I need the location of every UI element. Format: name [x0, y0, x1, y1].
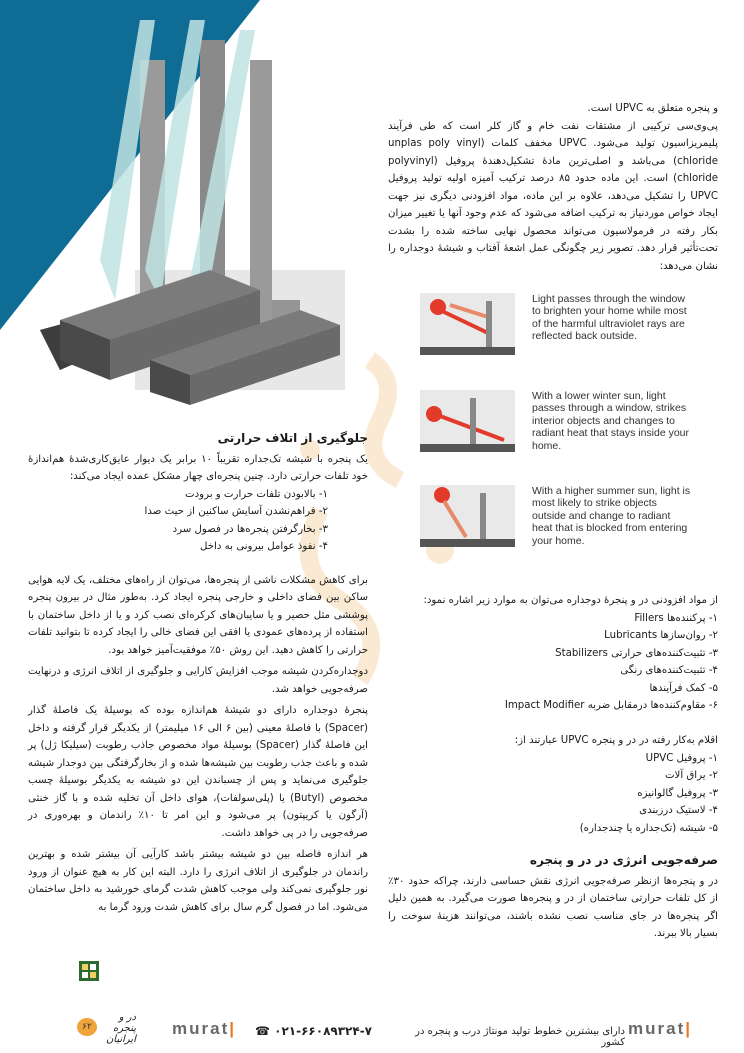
heat-loss-paragraph-4: هر اندازه فاصله بین دو شیشه بیشتر باشد کارآیی آن بیشتر شده و بهترین راندمان در جلوگیری از اتلاف انرژی را دارد. البته این کار به هیچ عنوان از ورود نور جلوگیری نمی‌کند ولی موجب کاهش شدت گرمای خورشید به داخل ساختمان می‌شود. اما در فصول گرم سال برای کاهش شدت ورود گرما به	[28, 849, 368, 913]
heat-loss-paragraph-2: دوجداره‌کردن شیشه موجب افزایش کارایی و جلوگیری از اتلاف انرژی و درنهایت صرفه‌جویی خواهد شد.	[28, 666, 368, 695]
list-item: ۴- لاستیک درزبندی	[639, 805, 718, 816]
list-item: ۳- تثبیت‌کننده‌های حرارتی Stabilizers	[555, 647, 718, 659]
list-item: ۴- تثبیت‌کننده‌های رنگی	[620, 665, 718, 676]
heat-loss-problems-list	[28, 486, 368, 556]
energy-section	[388, 852, 718, 943]
additives-intro: از مواد افزودنی در و پنجرهٔ دوجداره می‌توان به موارد زیر اشاره نمود:	[423, 595, 718, 606]
components-list	[388, 750, 718, 838]
sun-diagram-1-icon	[420, 293, 515, 355]
energy-text: در و پنجره‌ها ازنظر صرفه‌جویی انرژی نقش حساسی دارند، چراکه حدود ۳۰٪ از کل تلفات حرارتی ساختمان از در و پنجره‌ها صورت می‌گیرد. به همین دلیل اگر پنجره‌ها در جای مناسب نصب نشده باشند، می‌توانند هزینهٔ سوخت را بسیار بالا ببرند.	[388, 875, 718, 939]
heat-loss-intro: یک پنجره با شیشه تک‌جداره تقریباً ۱۰ برابر یک دیوار عایق‌کاری‌شدهٔ هم‌اندازهٔ خود تلفات حرارتی دارد. چنین پنجره‌ای چهار مشکل عمده ایجاد می‌کند:	[28, 453, 368, 482]
list-item: ۵- شیشه (تک‌جداره یا چندجداره)	[579, 822, 718, 834]
intro-line-1: و پنجره متعلق به UPVC است.	[587, 103, 718, 114]
list-item: ۱- پرکننده‌ها Fillers	[634, 612, 718, 624]
sun-diagram-3-icon	[420, 485, 515, 547]
phone-icon: ☎	[255, 1024, 270, 1038]
diagram-2-caption: With a lower winter sun, light passes through a window, strikes interior objects and changes to radiant heat that stays inside your home.	[532, 390, 690, 452]
list-item: ۳- پروفیل گالوانیزه	[637, 787, 718, 799]
intro-paragraph: پی‌وی‌سی ترکیبی از مشتقات نفت خام و گاز کلر است که طی فرآیند پلیمریزاسیون تولید می‌شود. UPVC مخفف کلمات (unplas poly vinyl chloride) می‌باشد و اصلی‌ترین مادهٔ تشکیل‌دهندهٔ پروفیل (polyvinyl chloride) است. این ماده حدود ۸۵ درصد ترکیب آمیزه اولیه تولید پروفیل UPVC را تشکیل می‌دهد، علاوه بر این ماده، مواد افزودنی دیگری نیز جهت ایجاد خواص موردنیاز به ترکیب اضافه می‌شود که عدم وجود آنها یا تغییر میزان بکار رفته در فرمولاسیون می‌تواند محصول نهایی ساخته شده را بشدت تحت‌تأثیر قرار دهد. تصویر زیر چگونگی عمل اشعهٔ آفتاب و شیشهٔ دوجداره را نشان می‌دهد:	[388, 120, 718, 272]
list-item: ۲- یراق آلات	[664, 770, 718, 781]
additives-list	[388, 610, 718, 715]
list-item: ۴- نفوذ عوامل بیرونی به داخل	[200, 541, 328, 552]
brand-logo-left: murat|	[172, 1019, 236, 1038]
diagram-3-caption: With a higher summer sun, light is most likely to strike objects outside and change to radiant heat that is blocked from entering your home.	[532, 485, 691, 547]
footer-tagline: دارای بیشترین خطوط تولید مونتاژ درب و پنجره در کشور	[415, 1026, 625, 1048]
components-section	[388, 732, 718, 837]
diagram-3	[420, 485, 691, 547]
magazine-logo-text: در و پنجره ایرانیان	[105, 1012, 136, 1045]
additives-section	[388, 592, 718, 715]
list-item: ۲- فراهم‌نشدن آسایش ساکنین از حیث صدا	[144, 506, 328, 517]
brand-logo-right: murat|	[628, 1019, 692, 1038]
diagram-1	[420, 293, 687, 355]
intro-section	[388, 100, 718, 275]
list-item: ۱- بالابودن تلفات حرارت و برودت	[185, 488, 328, 500]
list-item: ۳- بخارگرفتن پنجره‌ها در فصول سرد	[172, 523, 328, 535]
heat-loss-paragraph-3: پنجرهٔ دوجداره دارای دو شیشهٔ هم‌اندازه بوده که بوسیلهٔ یک فاصلهٔ گذار (Spacer) با فاصلهٔ معینی (بین ۶ الی ۱۶ میلیمتر) از یکدیگر قرار گرفته و داخل این فاصلهٔ گذار (Spacer) بوسیلهٔ مواد مخصوص جاذب رطوبت (سیلیکا ژل) پر شده و باعث جذب رطوبت بین شیشه‌ها شده و از بخارگرفتگی بین دوجدار شیشه جلوگیری می‌نماید و پس از چسباندن این دو شیشه به یکدیگر بوسیلهٔ چسب مخصوص (Butyl) یا (پلی‌سولفات)، هوای داخل آن تخلیه شده و با گاز خنثی (آرگون یا کریپتون) پر می‌شود و این امر تا ۱۰٪ راندمان و بهره‌وری در صرفه‌جویی را در پی خواهد داشت.	[28, 705, 369, 839]
heat-loss-section	[28, 430, 368, 916]
diagram-1-caption: Light passes through the window to brighten your home while most of the harmful ultraviolet rays are reflected back outside.	[532, 293, 687, 343]
list-item: ۵- کمک فرآیندها	[649, 682, 718, 694]
list-item: ۱- پروفیل UPVC	[645, 752, 718, 764]
heat-loss-heading: جلوگیری از اتلاف حرارتی	[217, 431, 368, 445]
list-item: ۶- مقاوم‌کننده‌ها درمقابل ضربه Impact Modifier	[504, 700, 718, 711]
energy-heading: صرفه‌جویی انرژی در در و پنجره	[529, 853, 718, 867]
components-intro: اقلام به‌کار رفته در در و پنجره UPVC عبارتند از:	[514, 735, 718, 746]
phone-number: ۰۲۱-۶۶۰۸۹۳۲۴-۷	[274, 1024, 372, 1038]
diagram-2	[420, 390, 690, 452]
heat-loss-paragraph-1: برای کاهش مشکلات ناشی از پنجره‌ها، می‌توان از راه‌های مختلف، یک لایه هوایی ساکن بین فضای داخلی و خارجی پنجره ایجاد کرد. به‌طور مثال در بیرون پنجره پوششی مثل حصیر و یا سایبان‌های کرکره‌ای نصب کرد و یا از داخل ساختمان با استفاده از پرده‌های عمودی یا افقی این فضای خالی را ایجاد کرده تا بتوانید تلفات حرارتی را کاهش دهید. این روش ۵۰٪ موفقیت‌آمیز خواهد بود.	[28, 574, 368, 656]
footer-phone	[255, 1024, 372, 1038]
sun-diagram-2-icon	[420, 390, 515, 452]
list-item: ۲- روان‌سازها Lubricants	[604, 630, 718, 641]
page-number: ۶۲	[77, 1018, 97, 1036]
magazine-window-icon	[78, 960, 100, 982]
